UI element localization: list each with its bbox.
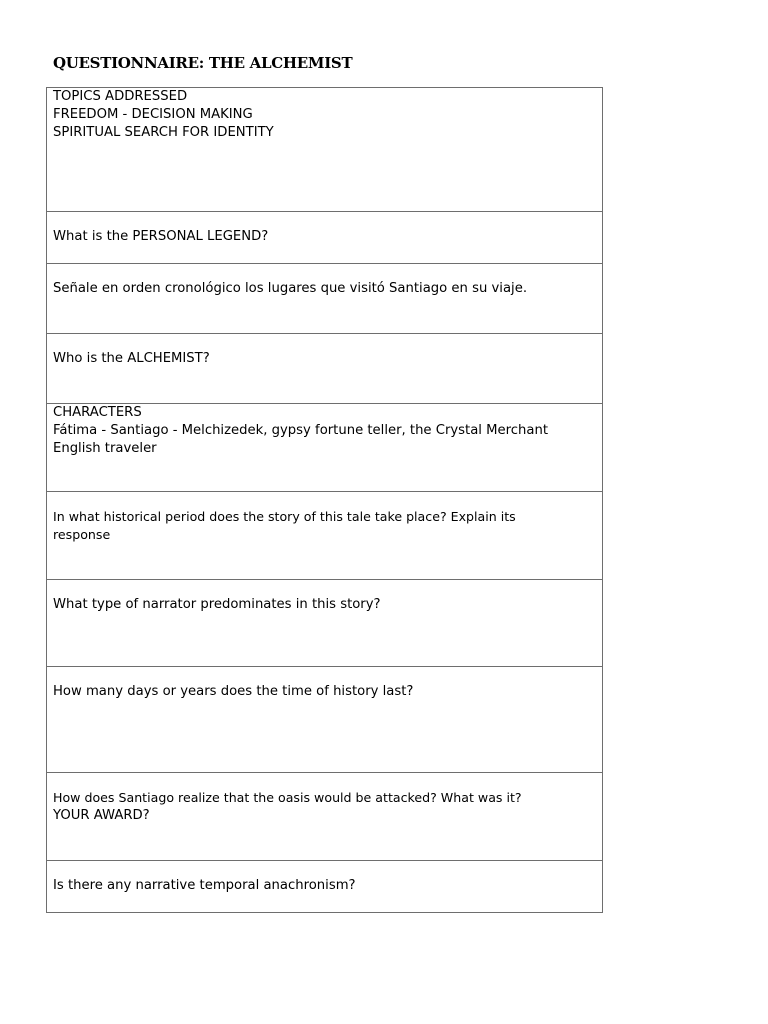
question-text: Señale en orden cronológico los lugares que visitó Santiago en su viaje. <box>53 281 528 296</box>
question-text: How does Santiago realize that the oasis would be attacked? What was it? <box>53 790 522 805</box>
characters-cell <box>47 404 603 492</box>
question-text: Is there any narrative temporal anachronism? <box>53 878 356 893</box>
topics-heading: TOPICS ADDRESSED <box>53 89 188 104</box>
questionnaire-table <box>46 87 603 913</box>
question-text: In what historical period does the story of this tale take place? Explain its <box>53 509 516 524</box>
question-cell <box>47 492 603 580</box>
document-title: QUESTIONNAIRE: THE ALCHEMIST <box>53 54 353 72</box>
table-row-topics <box>47 88 603 212</box>
question-cell <box>47 580 603 667</box>
table-row-question <box>47 492 603 580</box>
table-row-question <box>47 580 603 667</box>
characters-heading: CHARACTERS <box>53 405 142 420</box>
question-cell <box>47 334 603 404</box>
table-row-question <box>47 861 603 913</box>
characters-list: English traveler <box>53 441 157 456</box>
topic-item: FREEDOM - DECISION MAKING <box>53 107 253 122</box>
table-row-characters <box>47 404 603 492</box>
question-cell <box>47 667 603 773</box>
table-row-question <box>47 264 603 334</box>
question-cell <box>47 264 603 334</box>
table-row-question <box>47 773 603 861</box>
question-text: Who is the ALCHEMIST? <box>53 351 210 366</box>
question-text: How many days or years does the time of history last? <box>53 684 414 699</box>
characters-list: Fátima - Santiago - Melchizedek, gypsy fortune teller, the Crystal Merchant <box>53 423 548 438</box>
question-cell <box>47 861 603 913</box>
topic-item: SPIRITUAL SEARCH FOR IDENTITY <box>53 125 274 140</box>
question-text: What type of narrator predominates in this story? <box>53 597 381 612</box>
question-text: response <box>53 527 111 542</box>
table-row-question <box>47 667 603 773</box>
question-cell <box>47 212 603 264</box>
table-row-question <box>47 212 603 264</box>
table-row-question <box>47 334 603 404</box>
question-cell <box>47 773 603 861</box>
question-text: What is the PERSONAL LEGEND? <box>53 229 269 244</box>
question-text: YOUR AWARD? <box>53 808 150 823</box>
topics-cell <box>47 88 603 212</box>
